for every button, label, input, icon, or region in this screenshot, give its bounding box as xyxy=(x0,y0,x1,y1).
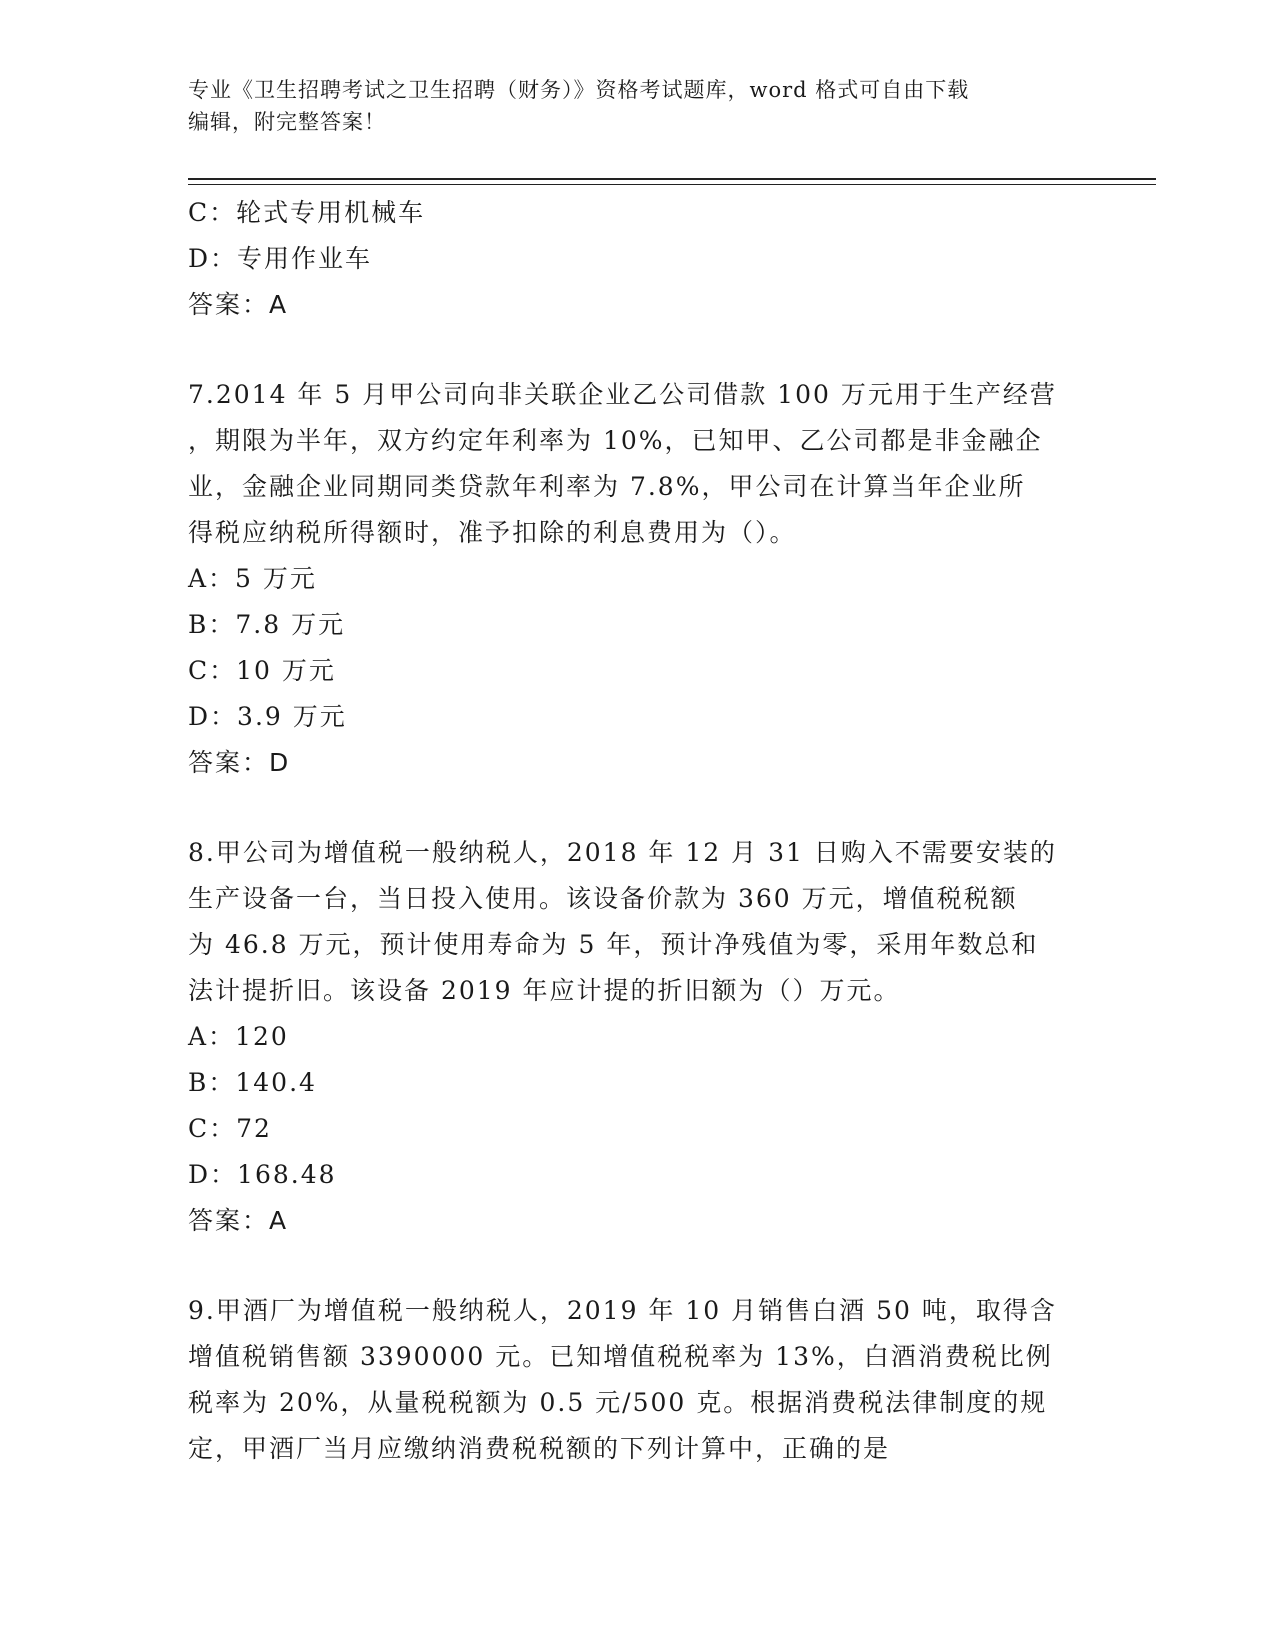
option-d: D：168.48 xyxy=(188,1160,337,1189)
stem-line: 7.2014 年 5 月甲公司向非关联企业乙公司借款 100 万元用于生产经营 xyxy=(188,380,1057,409)
answer: 答案：D xyxy=(188,748,291,777)
question-8 xyxy=(188,830,1088,1244)
question-9 xyxy=(188,1288,1088,1472)
option-c: C：轮式专用机械车 xyxy=(188,198,426,227)
header-divider-thick xyxy=(188,178,1156,180)
option-d: D：3.9 万元 xyxy=(188,702,347,731)
option-d: D：专用作业车 xyxy=(188,244,373,273)
stem-line: 税率为 20%，从量税税额为 0.5 元/500 克。根据消费税法律制度的规 xyxy=(188,1388,1048,1417)
question-stem xyxy=(188,1288,1088,1472)
option-a: A：120 xyxy=(188,1022,289,1051)
document-body xyxy=(188,190,1088,1472)
question-stem xyxy=(188,372,1088,556)
header-line-2: 编辑，附完整答案！ xyxy=(188,110,386,134)
option-a: A：5 万元 xyxy=(188,564,317,593)
question-6-tail xyxy=(188,190,1088,328)
stem-line: 得税应纳税所得额时，准予扣除的利息费用为（）。 xyxy=(188,518,797,547)
stem-line: 增值税销售额 3390000 元。已知增值税税率为 13%，白酒消费税比例 xyxy=(188,1342,1053,1371)
stem-line: 业，金融企业同期同类贷款年利率为 7.8%，甲公司在计算当年企业所 xyxy=(188,472,1026,501)
stem-line: 生产设备一台，当日投入使用。该设备价款为 360 万元，增值税税额 xyxy=(188,884,1018,913)
stem-line: 定，甲酒厂当月应缴纳消费税税额的下列计算中，正确的是 xyxy=(188,1434,891,1463)
option-c: C：72 xyxy=(188,1114,272,1143)
document-header xyxy=(188,74,1088,138)
answer: 答案：A xyxy=(188,1206,289,1235)
question-stem xyxy=(188,830,1088,1014)
stem-line: ，期限为半年，双方约定年利率为 10%，已知甲、乙公司都是非金融企 xyxy=(188,426,1043,455)
option-b: B：7.8 万元 xyxy=(188,610,346,639)
option-b: B：140.4 xyxy=(188,1068,317,1097)
stem-line: 为 46.8 万元，预计使用寿命为 5 年，预计净残值为零，采用年数总和 xyxy=(188,930,1039,959)
question-7 xyxy=(188,372,1088,786)
header-divider-thin xyxy=(188,184,1156,185)
option-c: C：10 万元 xyxy=(188,656,336,685)
stem-line: 9.甲酒厂为增值税一般纳税人，2019 年 10 月销售白酒 50 吨，取得含 xyxy=(188,1296,1057,1325)
answer: 答案：A xyxy=(188,290,289,319)
stem-line: 法计提折旧。该设备 2019 年应计提的折旧额为（）万元。 xyxy=(188,976,901,1005)
header-line-1: 专业《卫生招聘考试之卫生招聘（财务）》资格考试题库，word 格式可自由下载 xyxy=(188,78,970,102)
stem-line: 8.甲公司为增值税一般纳税人，2018 年 12 月 31 日购入不需要安装的 xyxy=(188,838,1057,867)
